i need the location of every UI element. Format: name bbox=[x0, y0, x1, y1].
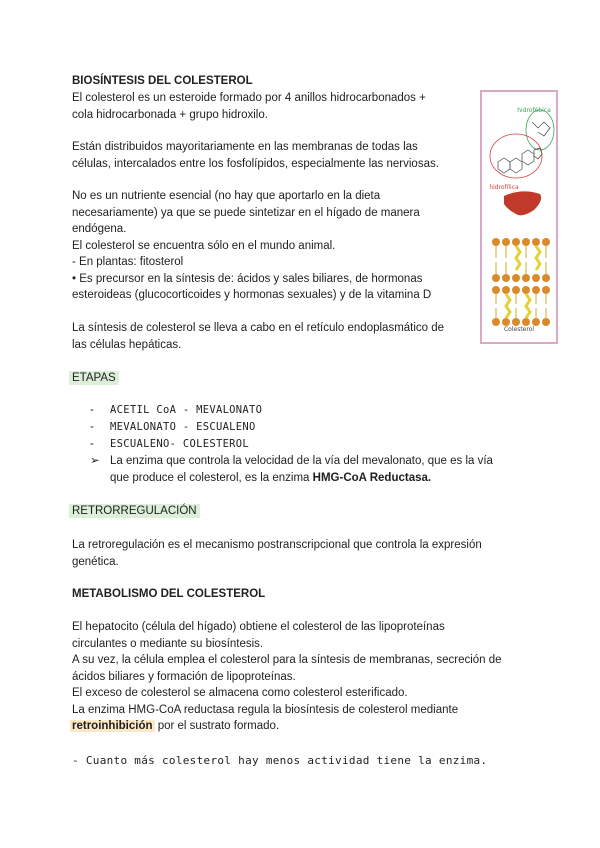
list-item bbox=[90, 453, 530, 470]
text-line bbox=[72, 718, 542, 735]
membrane-top bbox=[492, 238, 550, 282]
text-line: No es un nutriente esencial (no hay que aportarlo en la dieta bbox=[72, 190, 381, 202]
text-line: genética. bbox=[72, 555, 119, 568]
list-item: - MEVALONATO - ESCUALENO bbox=[90, 421, 256, 433]
text-line: La enzima HMG-CoA reductasa regula la biosíntesis de colesterol mediante bbox=[72, 703, 459, 716]
text-line: ácidos biliares y formación de lipoproteínas. bbox=[72, 670, 296, 683]
retro-paragraph bbox=[72, 537, 542, 570]
enzyme-name: HMG-CoA Reductasa. bbox=[312, 472, 432, 484]
figure-caption: Colesterol bbox=[503, 326, 535, 333]
retro-heading-row bbox=[72, 503, 472, 520]
distribution-paragraph bbox=[72, 139, 472, 172]
list-item: - ESCUALENO- COLESTEROL bbox=[90, 438, 250, 450]
liver-icon bbox=[504, 191, 541, 215]
text-line: circulantes o mediante su biosíntesis. bbox=[72, 637, 264, 650]
intro-paragraph bbox=[72, 90, 472, 123]
enzyme-line-2: que produce el colesterol, es la enzima bbox=[110, 472, 310, 484]
text-line: - En plantas: fitosterol bbox=[72, 256, 184, 268]
text-line: • Es precursor en la síntesis de: ácidos y sales biliares, de hormonas bbox=[72, 272, 423, 285]
label-bottom: hidrofílica bbox=[489, 184, 519, 191]
text-line: A su vez, la célula emplea el colesterol para la síntesis de membranas, secreción de bbox=[72, 654, 502, 666]
metab-paragraph bbox=[72, 619, 542, 735]
tail-chain bbox=[532, 122, 550, 136]
cholesterol-figure bbox=[480, 90, 558, 344]
membrane-bottom bbox=[492, 286, 550, 326]
text-line: El hepatocito (célula del hígado) obtiene el colesterol de las lipoproteínas bbox=[72, 621, 445, 633]
text-line: La síntesis de colesterol se lleva a cabo en el retículo endoplasmático de bbox=[72, 322, 445, 334]
enzyme-line-1: La enzima que controla la velocidad de la vía del mevalonato, que es la vía bbox=[110, 455, 493, 467]
retroinhibicion-highlight: retroinhibición bbox=[72, 720, 153, 732]
steroid-rings bbox=[498, 148, 542, 173]
etapas-list bbox=[90, 402, 530, 487]
section-title-metabolismo: METABOLISMO DEL COLESTEROL bbox=[72, 588, 266, 600]
text-line: cola hidrocarbonada + grupo hidroxilo. bbox=[72, 108, 268, 121]
text-line: El colesterol se encuentra sólo en el mundo animal. bbox=[72, 239, 336, 252]
text-line: necesariamente) ya que se puede sintetizar en el hígado de manera bbox=[72, 206, 420, 219]
text-line: Están distribuidos mayoritariamente en las membranas de todas las bbox=[72, 141, 418, 153]
etapa-text: MEVALONATO - ESCUALENO bbox=[110, 421, 256, 433]
text-line: El exceso de colesterol se almacena como colesterol esterificado. bbox=[72, 687, 408, 699]
etapa-text: ESCUALENO- COLESTEROL bbox=[110, 438, 250, 450]
retro-tail: por el sustrato formado. bbox=[154, 720, 280, 732]
text-line: El colesterol es un esteroide formado por 4 anillos hidrocarbonados + bbox=[72, 92, 426, 104]
section-title-biosintesis: BIOSÍNTESIS DEL COLESTEROL bbox=[72, 75, 253, 87]
list-item: - ACETIL CoA - MEVALONATO bbox=[90, 404, 263, 416]
essential-paragraph bbox=[72, 188, 472, 304]
tail-circle bbox=[526, 110, 554, 150]
text-line: La retroregulación es el mecanismo postranscripcional que controla la expresión bbox=[72, 539, 482, 551]
arrow-bullet-icon: ➢ bbox=[90, 455, 100, 467]
etapas-heading-row bbox=[72, 370, 472, 387]
cholesterol-illustration bbox=[482, 92, 556, 342]
etapas-heading: ETAPAS bbox=[69, 371, 119, 385]
final-note: - Cuanto más colesterol hay menos actividad tiene la enzima. bbox=[72, 754, 488, 767]
text-line: endógena. bbox=[72, 223, 127, 235]
text-line: las células hepáticas. bbox=[72, 338, 182, 351]
text-line: células, intercalados entre los fosfolípidos, especialmente las nerviosas. bbox=[72, 157, 439, 170]
list-item bbox=[90, 470, 530, 487]
synthesis-paragraph bbox=[72, 320, 472, 353]
label-top: hidrofóbica bbox=[517, 107, 551, 114]
text-line: esteroideas (glucocorticoides y hormonas sexuales) y de la vitamina D bbox=[72, 289, 432, 301]
retro-heading: RETRORREGULACIÓN bbox=[69, 504, 200, 518]
etapa-text: ACETIL CoA - MEVALONATO bbox=[110, 404, 263, 416]
